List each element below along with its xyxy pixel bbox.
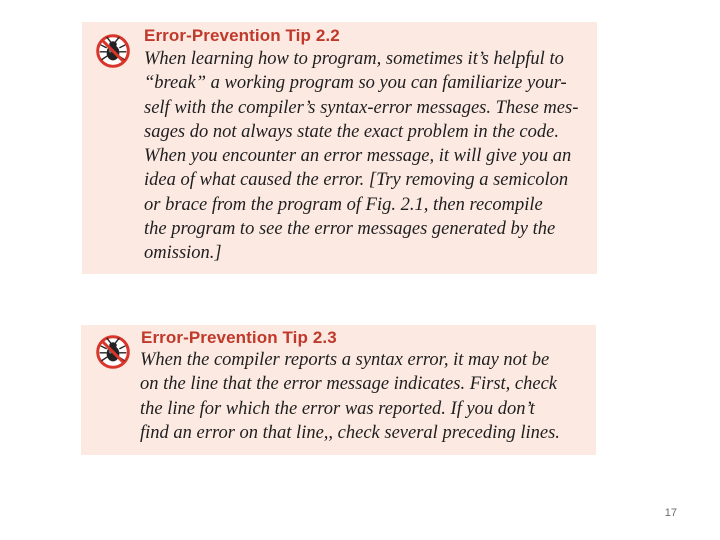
tip-body-line: When you encounter an error message, it will give you an [144,146,572,167]
tip-body-line: sages do not always state the exact problem in the code. [144,121,559,142]
tip-body-line: When the compiler reports a syntax error, it may not be [140,350,550,370]
tip-body [144,47,578,266]
tip-body-line: idea of what caused the error. [Try removing a semicolon [144,170,569,191]
tip-body [140,348,560,445]
tip-body-line: omission.] [144,243,222,264]
tip-title: Error-Prevention Tip 2.2 [144,26,340,45]
tip-body-line: “break” a working program so you can familiarize your- [144,73,567,94]
bug-prohibited-icon [96,335,130,369]
error-prevention-tip-2-3 [81,325,596,455]
tip-title: Error-Prevention Tip 2.3 [141,328,337,347]
tip-body-line: find an error on that line,, check several preceding lines. [140,422,560,443]
tip-body-line: or brace from the program of Fig. 2.1, then recompile [144,194,543,215]
tip-body-line: the program to see the error messages generated by the [144,219,556,240]
bug-prohibited-icon [96,34,130,68]
page-number: 17 [664,507,677,519]
tip-body-line: self with the compiler’s syntax-error messages. These mes- [144,97,579,118]
error-prevention-tip-2-2 [82,22,597,274]
tip-body-line: When learning how to program, sometimes it’s helpful to [144,49,564,69]
tip-body-line: on the line that the error message indicates. First, check [140,374,558,395]
tip-body-line: the line for which the error was reported. If you don’t [140,398,535,419]
